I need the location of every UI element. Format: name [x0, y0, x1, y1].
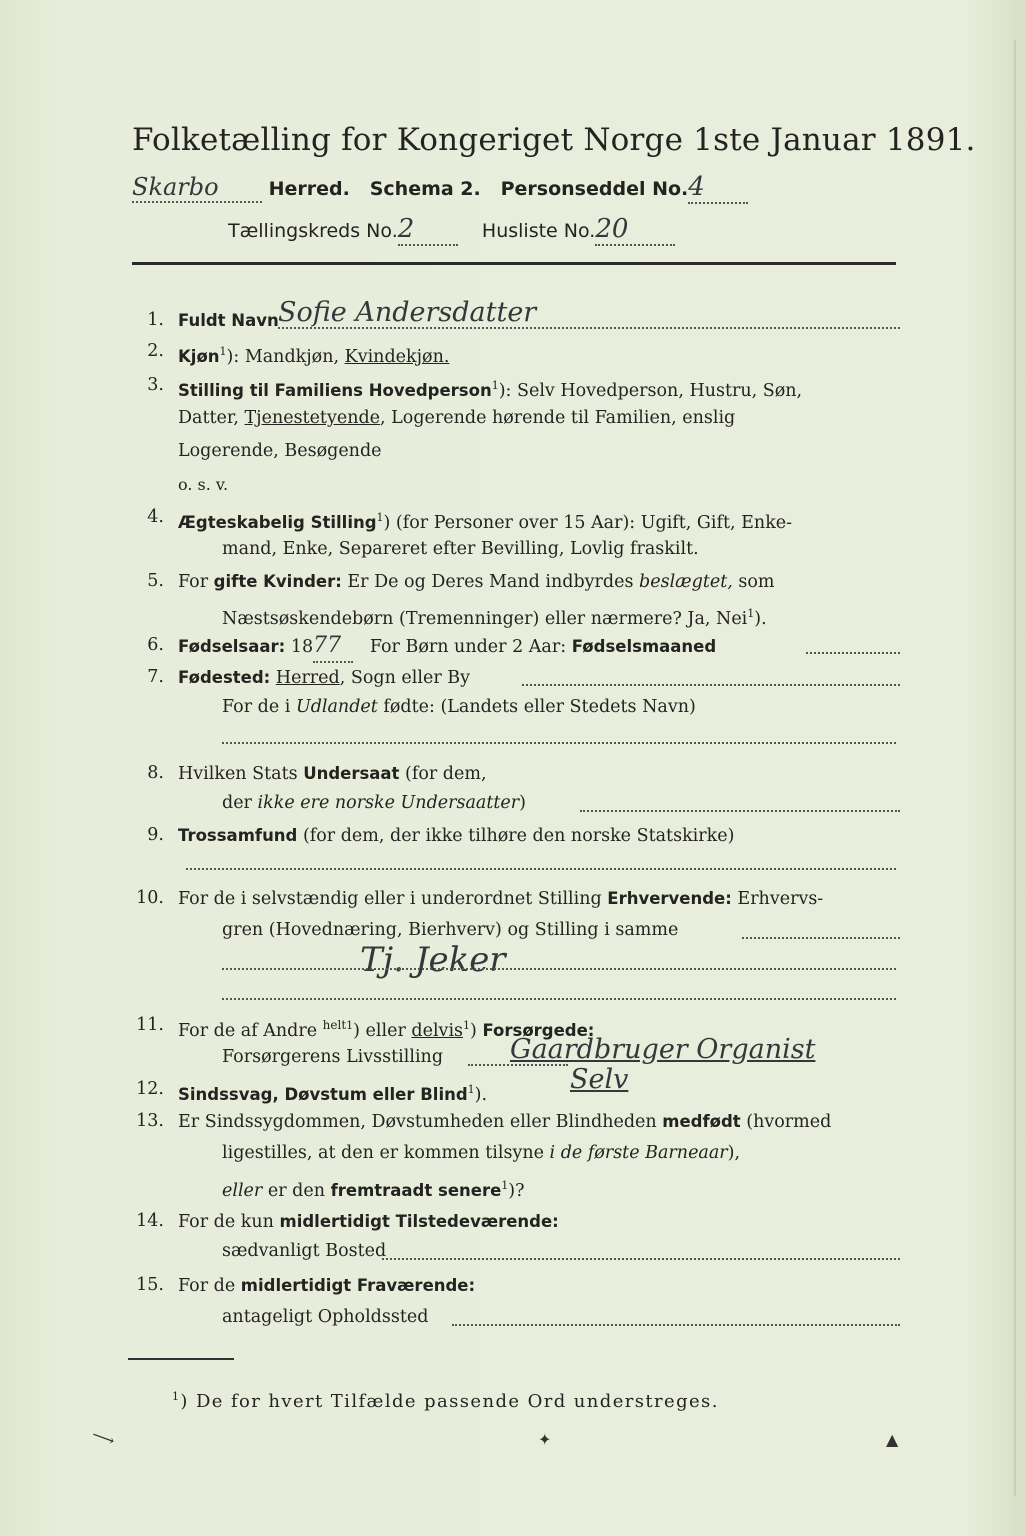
forsorgede-label: Forsørgede:	[482, 1020, 595, 1040]
margin-mark-left: ⟶	[89, 1424, 118, 1451]
footnote-text: ) De for hvert Tilfælde passende Ord understreges.	[180, 1391, 719, 1412]
schema-label: Schema 2.	[369, 178, 481, 200]
opholdssted-leader	[452, 1324, 900, 1326]
q11-line1-c: )	[470, 1020, 477, 1041]
q3-line2	[178, 403, 735, 434]
q11-footnote-mark-1: 1	[346, 1019, 354, 1032]
personseddel-value: 4	[688, 172, 748, 204]
q4-footnote-mark: 1	[376, 511, 384, 524]
fravaerende-label: midlertidigt Fraværende:	[240, 1276, 476, 1295]
q13-line3	[222, 1170, 525, 1207]
q1-number: 1.	[147, 310, 164, 330]
erhvervende-label: Erhvervende:	[607, 889, 732, 908]
q11-line1-b: ) eller	[353, 1020, 406, 1041]
q10-line1	[178, 883, 823, 915]
q8-line1-a: Hvilken Stats	[178, 764, 298, 784]
q12-rest: ).	[474, 1084, 488, 1105]
q5-line1-b: som	[738, 572, 775, 592]
q15-line2: antageligt Opholdssted	[222, 1307, 429, 1327]
q3-line2-a: Datter,	[178, 408, 239, 428]
full-name-label: Fuldt Navn	[178, 311, 279, 330]
q10-line1-b: Erhvervs-	[737, 889, 824, 909]
fodselsaar-value: 77	[313, 630, 353, 663]
margin-mark-right: ▲	[886, 1430, 899, 1449]
q7-number: 7.	[147, 667, 164, 687]
year-prefix: 18	[290, 637, 314, 657]
q3-selected-option: Tjenestetyende	[244, 408, 381, 428]
q7-line2-a: For de i	[222, 697, 291, 717]
q11-number: 11.	[136, 1015, 164, 1035]
q6-rest: For Børn under 2 Aar:	[369, 637, 567, 657]
q3-number: 3.	[147, 375, 164, 395]
q5-line2-text: Næstsøskendebørn (Tremenninger) eller nærmere? Ja, Nei	[222, 608, 748, 629]
erhverv-leader-2	[222, 968, 896, 970]
livsstilling-value: Gaardbruger Organist	[510, 1034, 816, 1065]
personseddel-label: Personseddel No.	[500, 178, 689, 200]
q5-line1-italic: beslægtet,	[639, 572, 733, 592]
q13-line2-italic: i de første Barneaar	[549, 1143, 728, 1163]
q2-text	[178, 336, 449, 373]
q4-line2: mand, Enke, Separeret efter Bevilling, Lovlig fraskilt.	[222, 539, 699, 559]
kreds-value: 2	[398, 214, 458, 246]
full-name-value: Sofie Andersdatter	[278, 297, 537, 328]
q13-line3-a: er den	[267, 1180, 325, 1201]
q13-footnote-mark: 1	[501, 1179, 509, 1192]
q1-text	[178, 305, 279, 337]
footnote-rule	[128, 1358, 234, 1360]
kjon-label: Kjøn	[178, 346, 220, 366]
q7-selected-option: Herred	[275, 668, 340, 688]
q2-footnote-mark: 1	[219, 345, 227, 358]
q13-line1-a: Er Sindssygdommen, Døvstumheden eller Blindheden	[178, 1112, 657, 1132]
herred-value: Skarbo	[132, 173, 262, 203]
sindssvag-label: Sindssvag, Døvstum eller Blind	[178, 1084, 468, 1104]
gifte-kvinder-label: gifte Kvinder:	[213, 572, 342, 591]
q8-line2-b: )	[519, 793, 526, 813]
q3-line2-b: , Logerende hørende til Familien, enslig	[380, 408, 736, 428]
q13-line2-a: ligestilles, at den er kommen tilsyne	[222, 1143, 544, 1163]
margin-mark-center: ✦	[538, 1430, 552, 1449]
q10-line1-a: For de i selvstændig eller i underordnet Stilling	[178, 889, 602, 909]
undersaat-leader	[580, 810, 900, 812]
q12-number: 12.	[136, 1079, 164, 1099]
q13-line3-italic: eller	[222, 1180, 263, 1201]
form-title: Folketælling for Kongeriget Norge 1ste Januar 1891.	[132, 122, 976, 158]
q15-line1	[178, 1270, 475, 1302]
medfodt-label: medfødt	[662, 1112, 741, 1131]
stilling-label: Stilling til Familiens Hovedperson	[178, 380, 492, 400]
q3-footnote-mark: 1	[491, 379, 499, 392]
q8-line2-italic: ikke ere norske Undersaatter	[257, 793, 520, 813]
q11-footnote-mark-2: 1	[463, 1019, 471, 1032]
fodselsmaaned-leader	[806, 652, 900, 654]
q3-line1-rest: ): Selv Hovedperson, Hustru, Søn,	[498, 380, 803, 401]
q13-line3-b: )?	[508, 1180, 525, 1201]
undersaat-label: Undersaat	[303, 764, 400, 783]
q11-line2: Forsørgerens Livsstilling	[222, 1047, 444, 1067]
q8-line2	[222, 788, 526, 819]
q3-line3: Logerende, Besøgende	[178, 441, 382, 461]
q2-options: ): Mandkjøn,	[226, 346, 340, 367]
q13-line2	[222, 1138, 740, 1169]
q9-number: 9.	[147, 825, 164, 845]
q9-text	[178, 820, 734, 852]
fremtraadt-label: fremtraadt senere	[330, 1180, 502, 1200]
q14-line1	[178, 1206, 559, 1238]
fodselsaar-label: Fødselsaar:	[178, 637, 286, 656]
q10-number: 10.	[136, 888, 164, 908]
q6-number: 6.	[147, 635, 164, 655]
q13-line1	[178, 1106, 831, 1138]
q10-line2: gren (Hovednæring, Bierhverv) og Stilling i samme	[222, 920, 679, 940]
bosted-leader	[382, 1258, 900, 1260]
full-name-leader	[278, 327, 900, 329]
q11-selected-option: delvis	[411, 1020, 464, 1041]
q11-helt: helt	[322, 1018, 347, 1032]
q5-pre: For	[178, 572, 209, 592]
kreds-line	[228, 214, 675, 246]
q2-number: 2.	[147, 341, 164, 361]
q15-pre: For de	[178, 1276, 236, 1296]
q8-line2-a: der	[222, 793, 252, 813]
aegteskab-label: Ægteskabelig Stilling	[178, 512, 377, 532]
sindssvag-value: Selv	[570, 1064, 629, 1095]
erhverv-value: Tj. Jeker	[360, 940, 506, 980]
footnote-mark: 1	[172, 1390, 181, 1403]
herred-line	[132, 172, 748, 204]
erhverv-leader-1	[742, 937, 900, 939]
q7-line2	[222, 692, 696, 723]
q5-footnote-mark: 1	[747, 607, 755, 620]
q12-footnote-mark: 1	[467, 1083, 475, 1096]
q7-line2-b: fødte: (Landets eller Stedets Navn)	[383, 697, 696, 717]
q14-pre: For de kun	[178, 1212, 274, 1232]
q11-line1-a: For de af Andre	[178, 1020, 318, 1041]
q6-text	[178, 630, 716, 663]
q8-number: 8.	[147, 763, 164, 783]
fodselsmaaned-label: Fødselsmaaned	[571, 637, 717, 656]
q15-number: 15.	[136, 1275, 164, 1295]
q3-line1	[178, 370, 802, 407]
q5-line1	[178, 566, 775, 598]
q13-number: 13.	[136, 1111, 164, 1131]
husliste-value: 20	[595, 214, 675, 246]
q5-number: 5.	[147, 571, 164, 591]
fodested-label: Fødested:	[178, 668, 271, 687]
kreds-label: Tællingskreds No.	[228, 220, 398, 242]
q4-line1-rest: ) (for Personer over 15 Aar): Ugift, Gift, Enke-	[383, 512, 793, 533]
q7-line1	[178, 662, 470, 694]
tilstedevaerende-label: midlertidigt Tilstedeværende:	[279, 1212, 559, 1231]
q13-line2-b: ),	[727, 1143, 741, 1163]
trossamfund-leader	[186, 868, 896, 870]
q4-number: 4.	[147, 507, 164, 527]
header-rule	[132, 262, 896, 265]
trossamfund-label: Trossamfund	[178, 826, 298, 845]
q13-line1-b: (hvormed	[746, 1112, 832, 1132]
footnote	[172, 1390, 719, 1412]
q5-line2-end: ).	[754, 608, 767, 629]
q7-line2-italic: Udlandet	[295, 697, 378, 717]
q14-line2: sædvanligt Bosted	[222, 1241, 387, 1261]
husliste-label: Husliste No.	[481, 220, 596, 242]
erhverv-leader-3	[222, 998, 896, 1000]
q8-line1-b: (for dem,	[405, 764, 487, 784]
herred-label: Herred.	[268, 178, 350, 200]
q9-rest: (for dem, der ikke tilhøre den norske Statskirke)	[302, 826, 735, 846]
page-edge	[1014, 40, 1016, 1496]
q7-rest: , Sogn eller By	[339, 668, 471, 688]
q2-selected-option: Kvindekjøn.	[344, 346, 450, 367]
q5-line1-a: Er De og Deres Mand indbyrdes	[347, 572, 634, 592]
udlandet-leader	[222, 742, 896, 744]
q14-number: 14.	[136, 1211, 164, 1231]
fodested-leader	[522, 684, 900, 686]
q8-line1	[178, 758, 487, 790]
q3-line4: o. s. v.	[178, 475, 229, 494]
